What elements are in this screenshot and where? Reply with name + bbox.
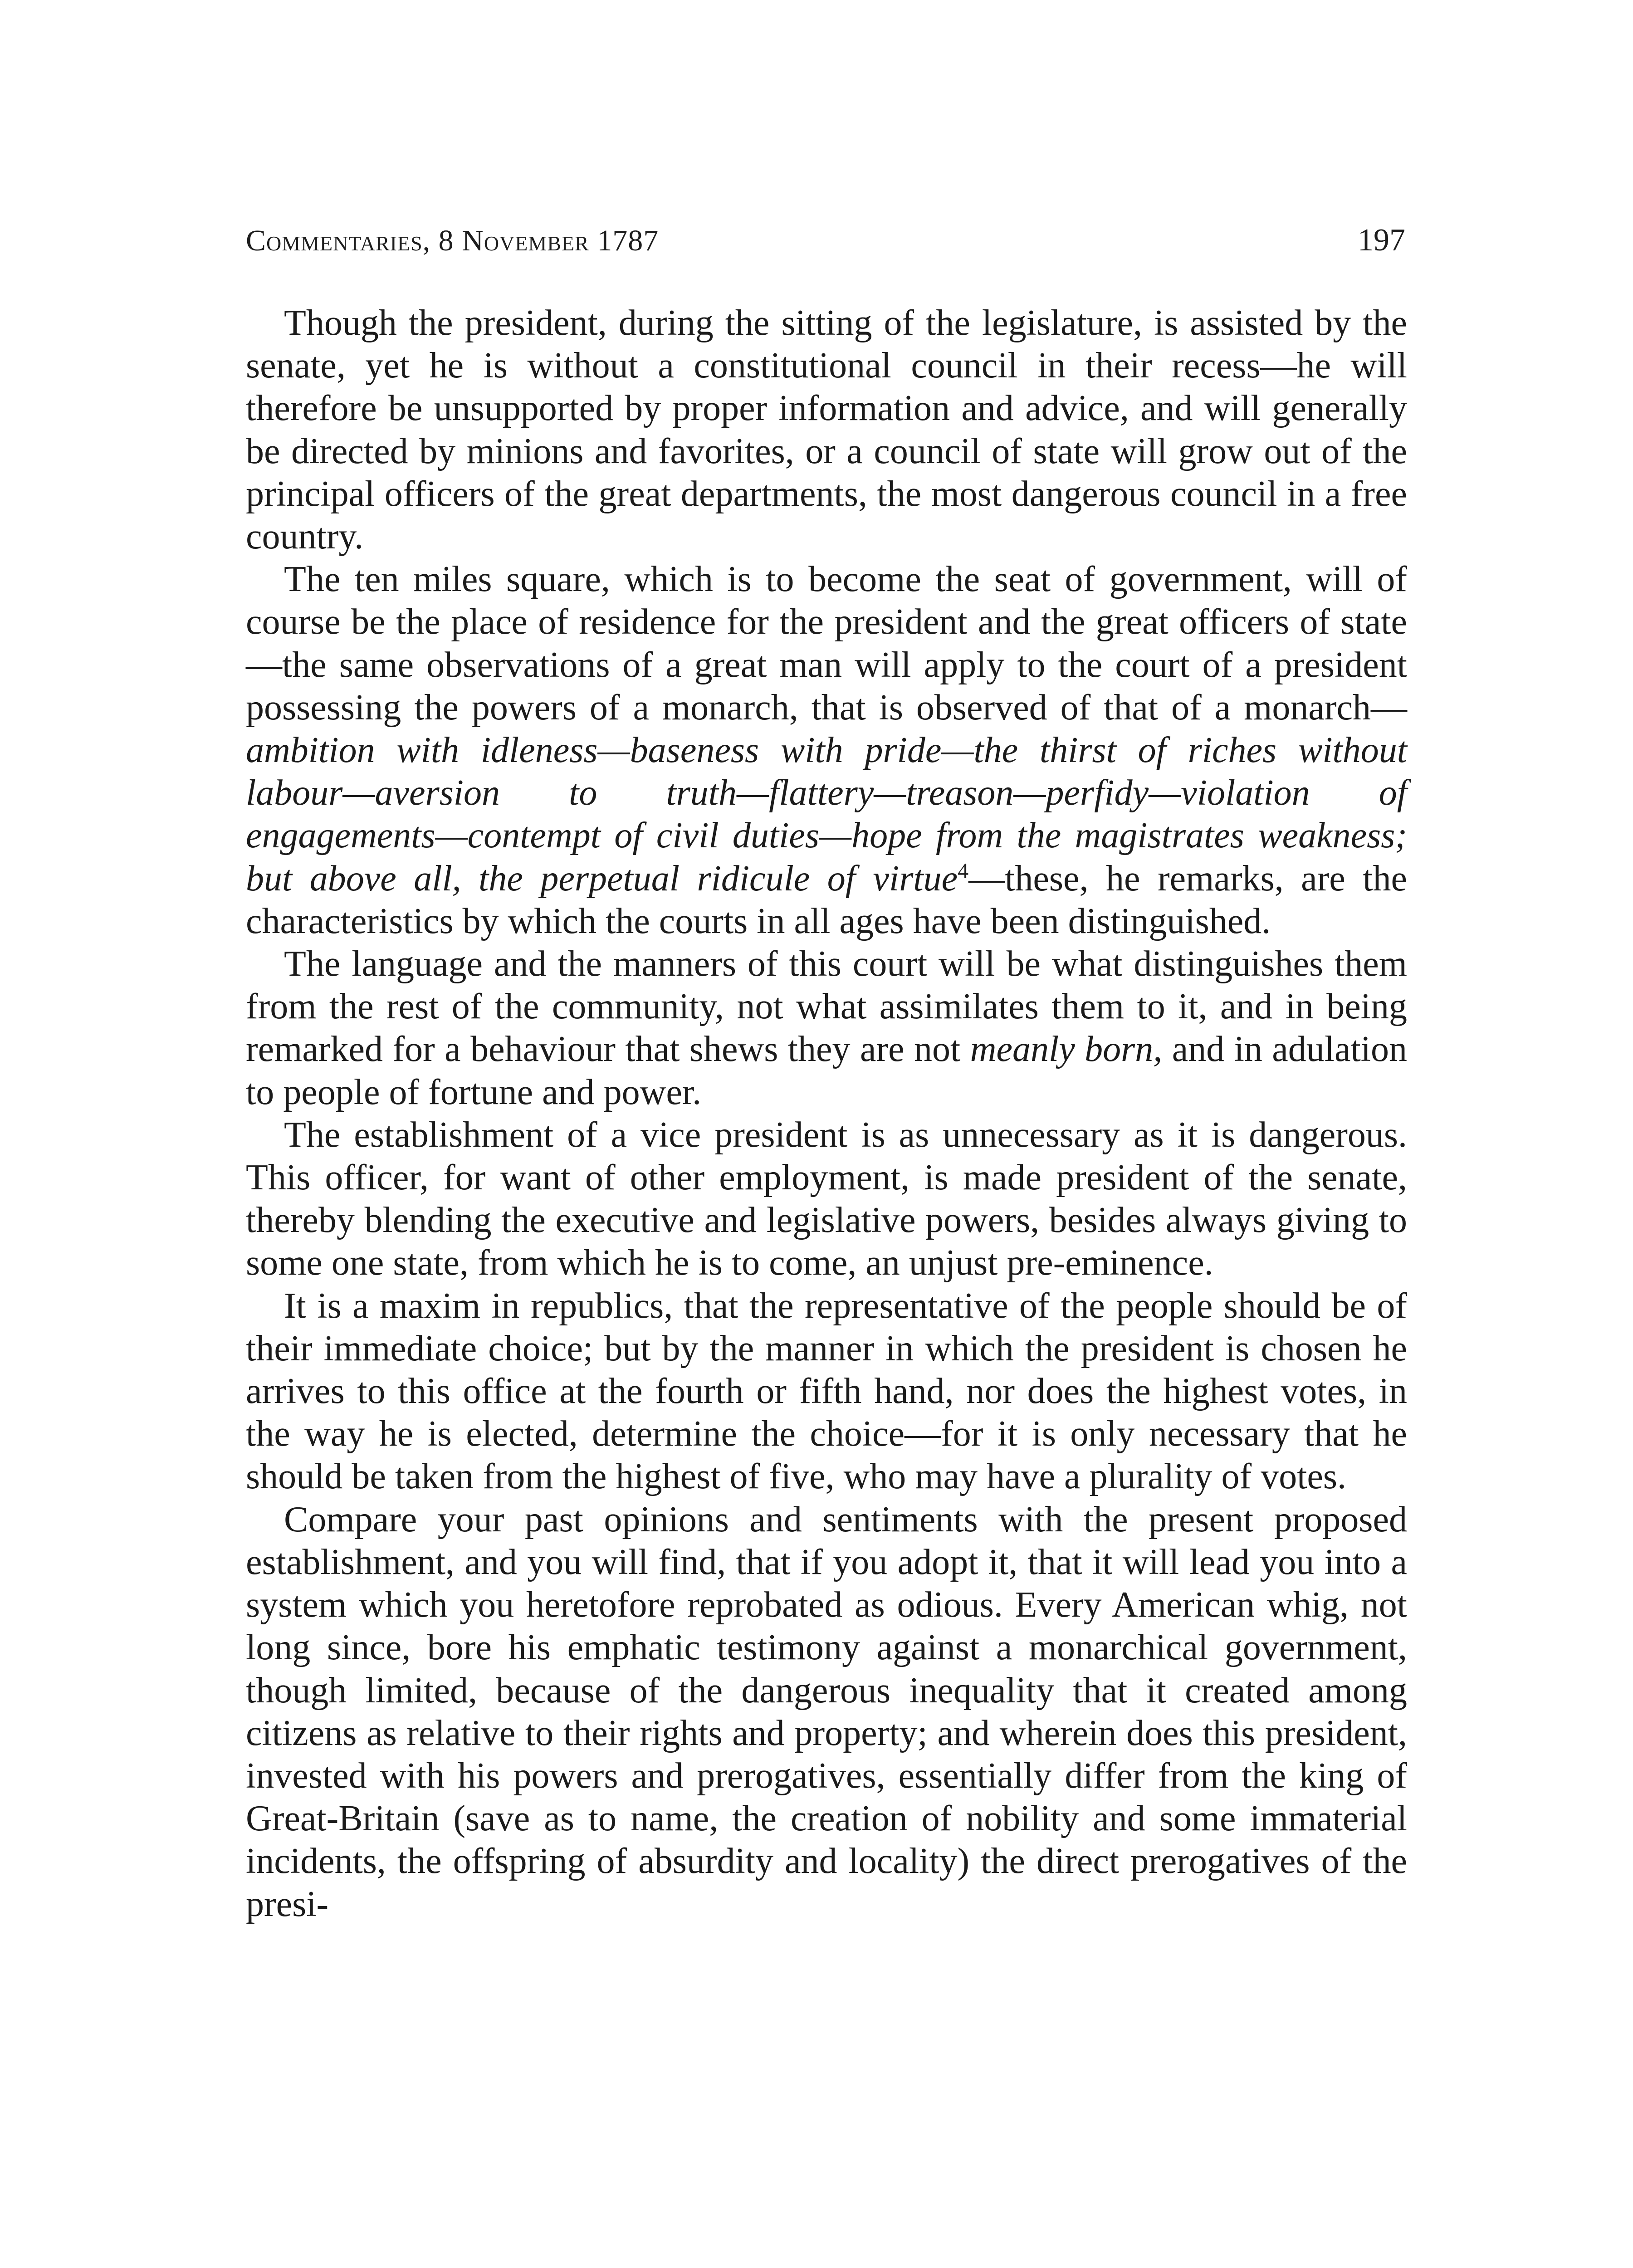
running-title: Commentaries, 8 November 1787 [246, 224, 659, 257]
paragraph-6-text: Compare your past opinions and sentiments with the present proposed establishment, and you will find, that if you adopt it, that it will lead you into a system which you heretofore reprobated as odious. Every American whig, not long since, bore his emphatic testimony against a monarchical government, though limited, because of the dangerous inequality that it created among citizens as relative to their rights and property; and wherein does this president, invested with his powers and prerogatives, essentially differ from the king of Great-Britain (save as to name, the creation of nobility and some immaterial incidents, the offspring of absurdity and locality) the direct prerogatives of the presi- [246, 1499, 1407, 1924]
paragraph-3-text-after: and in adulation to people of fortune and power. [246, 1029, 1407, 1112]
running-head [246, 222, 1405, 259]
paragraph-4 [246, 1114, 1407, 1285]
paragraph-3-text-before: The language and the manners of this court will be what distinguishes them from the rest of the community, not what assimilates them to it, and in being remarked for a behaviour that shews they are not [246, 944, 1407, 1070]
paragraph-2-text-after: —these, he remarks, are the characteristics by which the courts in all ages have been distinguished. [246, 858, 1407, 941]
paragraph-2 [246, 558, 1407, 943]
paragraph-2-italic-quote: ambition with idleness—baseness with pride—the thirst of riches without labour—aversion to truth—flattery—treason—perfidy—violation of engagements—contempt of civil duties—hope from the magistrates weakness; but above all, the perpetual ridicule of virtue [246, 730, 1407, 899]
body-text [246, 302, 1407, 1926]
paragraph-3 [246, 943, 1407, 1114]
paragraph-2-text-before: The ten miles square, which is to become the seat of government, will of course be the place of residence for the president and the great officers of state—the same observations of a great man will apply to the court of a president possessing the powers of a monarch, that is observed of that of a monarch— [246, 559, 1407, 728]
paragraph-4-text: The establishment of a vice president is as unnecessary as it is dangerous. This officer, for want of other employment, is made president of the senate, thereby blending the executive and legislative powers, besides always giving to some one state, from which he is to come, an unjust pre-eminence. [246, 1114, 1407, 1283]
paragraph-5-text: It is a maxim in republics, that the representative of the people should be of their immediate choice; but by the manner in which the president is chosen he arrives to this office at the fourth or fifth hand, nor does the highest votes, in the way he is elected, determine the choice—for it is only necessary that he should be taken from the highest of five, who may have a plurality of votes. [246, 1286, 1407, 1497]
paragraph-3-italic-phrase: meanly born, [970, 1029, 1163, 1070]
paragraph-1 [246, 302, 1407, 558]
paragraph-6 [246, 1498, 1407, 1926]
footnote-marker: 4 [958, 858, 969, 883]
paragraph-1-text: Though the president, during the sitting of the legislature, is assisted by the senate, yet he is without a constitutional council in their recess—he will therefore be unsupported by proper information and advice, and will generally be directed by minions and favorites, or a council of state will grow out of the principal officers of the great departments, the most dangerous council in a free country. [246, 303, 1407, 557]
paragraph-5 [246, 1285, 1407, 1498]
page-number: 197 [1358, 223, 1405, 258]
